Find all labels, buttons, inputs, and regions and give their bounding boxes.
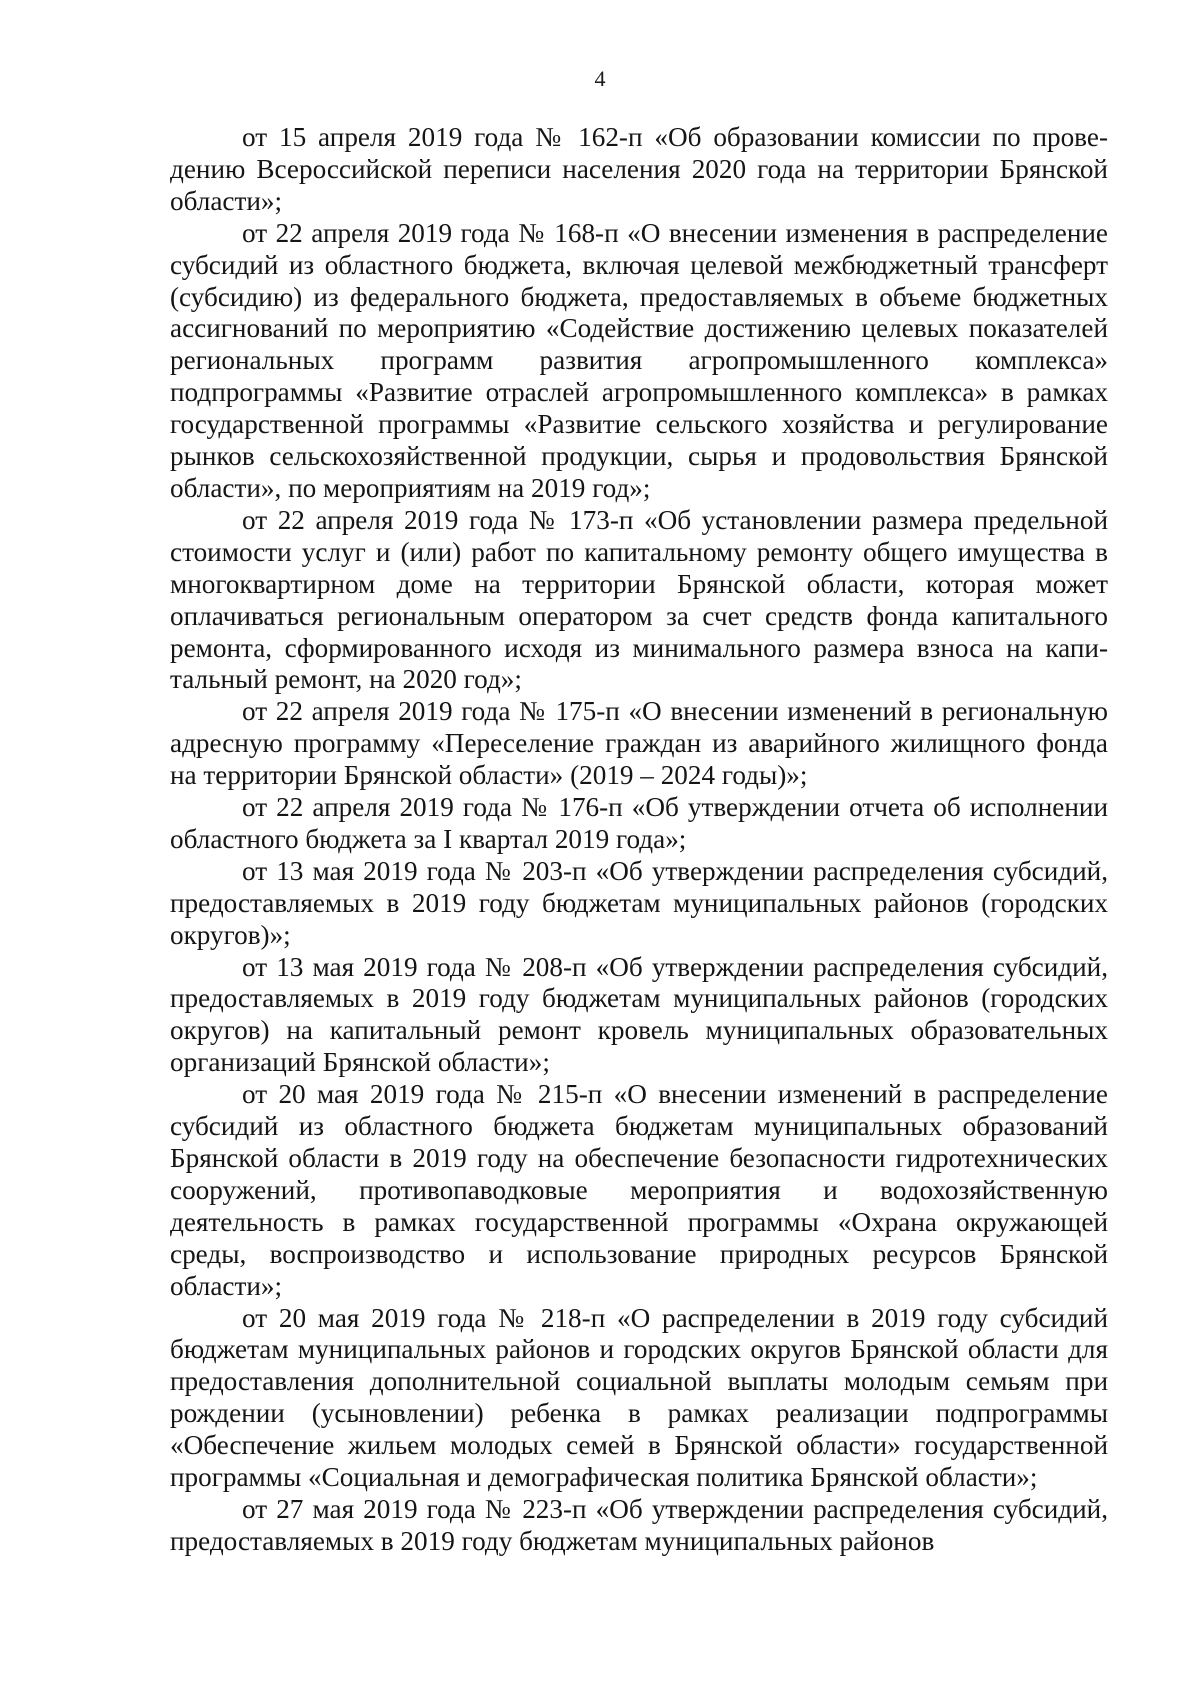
- paragraph-resolution-173: от 22 апреля 2019 года № 173-п «Об установлении размера предельной стоимости услуг и (или) работ по капитальному ремонту общего имущества в многоквартирном доме на территории Брянской области, которая может оплачиваться региональным оператором за счет средств фонда капитального ремонта, сформированного исходя из минимального размера взноса на капитальный ремонт, на 2020 год»;: [170, 504, 1108, 695]
- paragraph-resolution-176: от 22 апреля 2019 года № 176-п «Об утверждении отчета об исполнении областного бюджета за I квартал 2019 года»;: [170, 792, 1108, 854]
- paragraph-resolution-203: от 13 мая 2019 года № 203-п «Об утверждении распределения субсидий, предоставляемых в 2019 году бюджетам муниципальных районов (городских округов)»;: [170, 855, 1108, 950]
- paragraph-resolution-218: от 20 мая 2019 года № 218-п «О распределении в 2019 году субсидий бюджетам муниципальных районов и городских округов Брянской области для предоставления дополнительной социальной выплаты молодым семьям при рождении (усыновлении) ребенка в рамках реализации подпрограммы «Обеспечение жильем молодых семей в Брянской области» государственной программы «Социальная и демографическая политика Брянской области»;: [170, 1302, 1108, 1493]
- document-body: [170, 122, 1108, 1558]
- paragraph-resolution-162: от 15 апреля 2019 года № 162-п «Об образовании комиссии по проведению Всероссийской переписи населения 2020 года на территории Брянской области»;: [170, 122, 1108, 216]
- paragraph-resolution-208: от 13 мая 2019 года № 208-п «Об утверждении распределения субсидий, предоставляемых в 2019 году бюджетам муниципальных районов (городских округов) на капитальный ремонт кровель муниципальных образовательных организаций Брянской области»;: [170, 951, 1108, 1078]
- paragraph-resolution-215: от 20 мая 2019 года № 215-п «О внесении изменений в распределение субсидий из областного бюджета бюджетам муниципальных образований Брянской области в 2019 году на обеспечение безопасности гидротехнических сооружений, противопаводковые мероприятия и водохозяйственную деятельность в рамках государственной программы «Охрана окружающей среды, воспроизводство и использование природных ресурсов Брянской области»;: [170, 1079, 1108, 1301]
- paragraph-resolution-175: от 22 апреля 2019 года № 175-п «О внесении изменений в региональную адресную программу «Переселение граждан из аварийного жилищного фонда на территории Брянской области» (2019 – 2024 годы)»;: [170, 696, 1108, 791]
- page-number: 4: [594, 66, 606, 91]
- paragraph-resolution-223: от 27 мая 2019 года № 223-п «Об утверждении распределения субсидий, предоставляемых в 2019 году бюджетам муниципальных районов: [170, 1493, 1108, 1556]
- paragraph-resolution-168: от 22 апреля 2019 года № 168-п «О внесении изменения в распределение субсидий из областного бюджета, включая целевой межбюджетный трансферт (субсидию) из федерального бюджета, предоставляемых в объеме бюджетных ассигнований по мероприятию «Содействие достижению целевых показателей региональных программ развития агропромышленного комплекса» подпрограммы «Развитие отраслей агропромышленного комплекса» в рамках государственной программы «Развитие сельского хозяйства и регулирование рынков сельскохозяйственной продукции, сырья и продовольствия Брянской области», по мероприятиям на 2019 год»;: [170, 217, 1108, 503]
